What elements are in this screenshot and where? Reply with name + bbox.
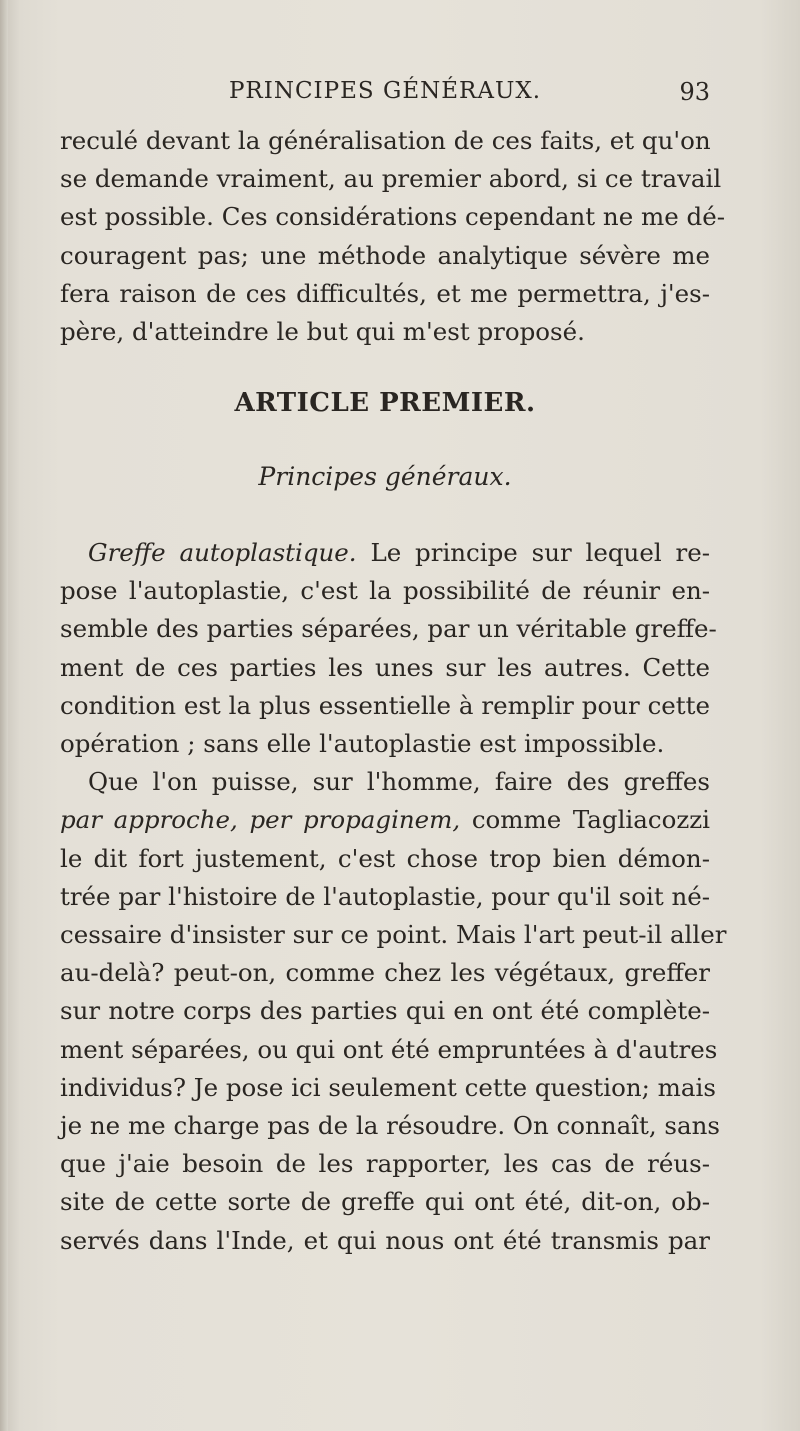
running-head xyxy=(60,78,710,114)
text-line xyxy=(60,801,710,839)
section-heading: Principes généraux. xyxy=(258,462,512,491)
text-line: pose l'autoplastie, c'est la possibilité de réunir en- xyxy=(60,576,710,606)
text-line: reculé devant la généralisation de ces faits, et qu'on xyxy=(60,126,711,155)
text-line: servés dans l'Inde, et qui nous ont été transmis par xyxy=(60,1225,710,1255)
running-title: PRINCIPES GÉNÉRAUX. xyxy=(228,78,542,104)
text-line: semble des parties séparées, par un véritable greffe- xyxy=(60,614,717,644)
text-line: couragent pas; une méthode analytique sévère me xyxy=(60,240,710,270)
text-line: individus? Je pose ici seulement cette question; mais xyxy=(60,1072,716,1102)
paragraph-one xyxy=(60,122,725,351)
article-heading: ARTICLE PREMIER. xyxy=(234,388,536,418)
text-line: sur notre corps des parties qui en ont été complète- xyxy=(60,996,710,1026)
text-line: se demande vraiment, au premier abord, si ce travail xyxy=(60,164,722,194)
text-line: fera raison de ces difficultés, et me permettra, j'es- xyxy=(60,278,710,308)
text-line: trée par l'histoire de l'autoplastie, pour qu'il soit né- xyxy=(60,881,711,911)
page-number: 93 xyxy=(679,78,710,106)
line-rest: comme Tagliacozzi xyxy=(471,805,710,835)
page-binding-edge xyxy=(0,0,8,1431)
text-line: est possible. Ces considérations cependant ne me dé- xyxy=(60,202,725,232)
text-line xyxy=(60,534,710,572)
text-line: condition est la plus essentielle à remplir pour cette xyxy=(60,690,710,720)
text-line: Que l'on puisse, sur l'homme, faire des greffes xyxy=(88,767,710,797)
body-text xyxy=(60,534,727,1260)
italic-term: per propaginem, xyxy=(249,805,461,835)
text-line: je ne me charge pas de la résoudre. On connaît, sans xyxy=(60,1111,720,1141)
text-line: site de cette sorte de greffe qui ont été, dit-on, ob- xyxy=(60,1187,710,1217)
italic-term: par approche, xyxy=(60,805,238,835)
lead-term: Greffe autoplastique. xyxy=(88,538,357,567)
line-rest: Le principe sur lequel re- xyxy=(370,538,710,567)
text-line: père, d'atteindre le but qui m'est proposé. xyxy=(60,317,585,347)
text-line: que j'aie besoin de les rapporter, les cas de réus- xyxy=(60,1149,710,1179)
text-line: ment de ces parties les unes sur les autres. Cette xyxy=(60,652,710,682)
text-line: au-delà? peut-on, comme chez les végétaux, greffer xyxy=(60,958,710,988)
text-line: cessaire d'insister sur ce point. Mais l'art peut-il aller xyxy=(60,920,727,950)
text-line: opération ; sans elle l'autoplastie est impossible. xyxy=(60,729,665,759)
text-line: le dit fort justement, c'est chose trop bien démon- xyxy=(60,843,710,873)
text-line: ment séparées, ou qui ont été empruntées à d'autres xyxy=(60,1034,718,1064)
